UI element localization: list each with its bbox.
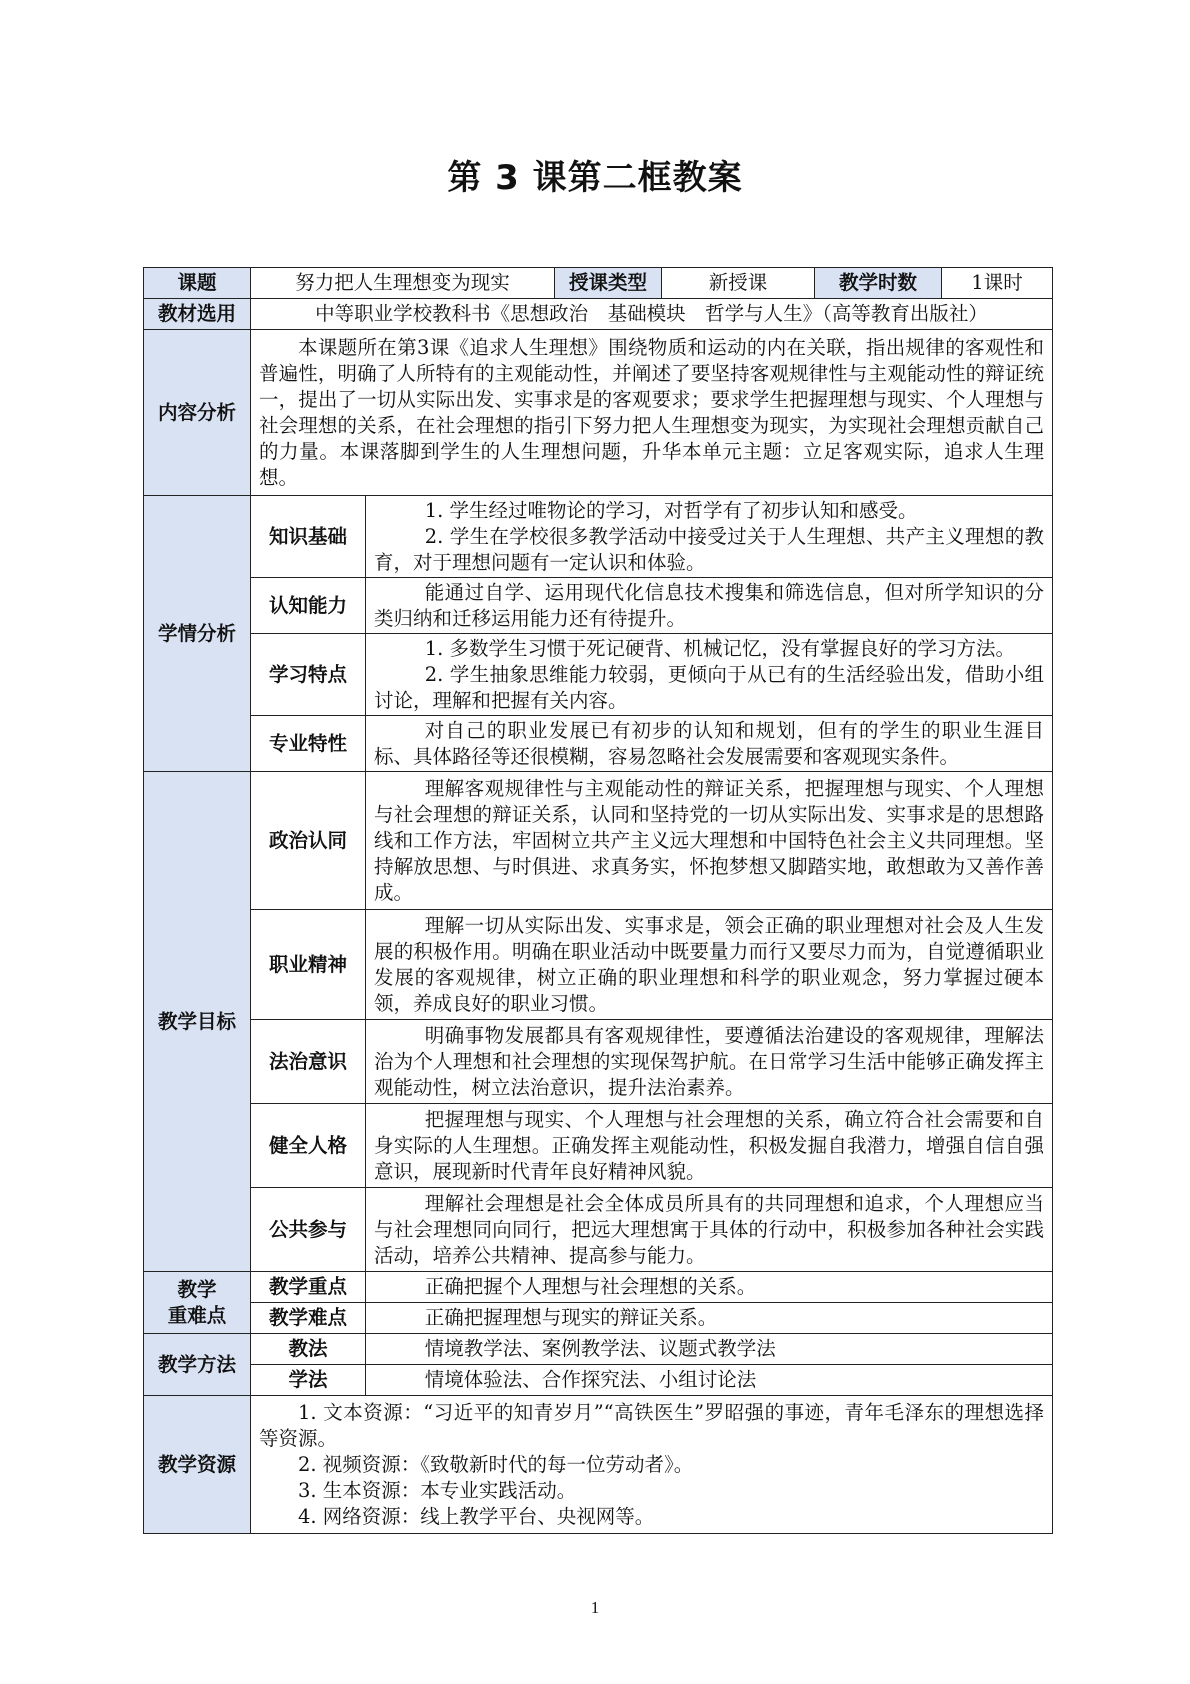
- objective-row: [144, 910, 1053, 1020]
- learning-traits-text: 1. 多数学生习惯于死记硬背、机械记忆，没有掌握良好的学习方法。 2. 学生抽象思维能力较弱，更倾向于从已有的生活经验出发，借助小组讨论，理解和把握有关内容。: [366, 634, 1053, 716]
- rule-of-law-text: 明确事物发展都具有客观规律性，要遵循法治建设的客观规律，理解法治为个人理想和社会理想的实现保驾护航。在日常学习生活中能够正确发挥主观能动性，树立法治意识，提升法治素养。: [366, 1020, 1053, 1104]
- content-analysis-label: 内容分析: [144, 330, 251, 496]
- public-participation-text: 理解社会理想是社会全体成员所具有的共同理想和追求，个人理想应当与社会理想同向同行，把远大理想寓于具体的行动中，积极参加各种社会实践活动，培养公共精神、提高参与能力。: [366, 1188, 1053, 1272]
- objective-row: [144, 1104, 1053, 1188]
- textbook-value: 中等职业学校教科书《思想政治 基础模块 哲学与人生》（高等教育出版社）: [251, 299, 1053, 330]
- lesson-plan-table: [143, 267, 1053, 1534]
- lesson-type-label: 授课类型: [555, 268, 662, 299]
- objective-row: [144, 772, 1053, 910]
- learning-method-text: 情境体验法、合作探究法、小组讨论法: [366, 1365, 1053, 1396]
- content-analysis-text: 本课题所在第3课《追求人生理想》围绕物质和运动的内在关联，指出规律的客观性和普遍性，明确了人所特有的主观能动性，并阐述了要坚持客观规律性与主观能动性的辩证统一，提出了一切从实际出发、实事求是的客观要求；要求学生把握理想与现实、个人理想与社会理想的关系，在社会理想的指引下努力把人生理想变为现实，为实现社会理想贡献自己的力量。本课落脚到学生的人生理想问题，升华本单元主题：立足客观实际，追求人生理想。: [251, 330, 1053, 496]
- sound-personality-text: 把握理想与现实、个人理想与社会理想的关系，确立符合社会需要和自身实际的人生理想。正确发挥主观能动性，积极发掘自我潜力，增强自信自强意识，展现新时代青年良好精神风貌。: [366, 1104, 1053, 1188]
- textbook-row: [144, 299, 1053, 330]
- teaching-method-text: 情境教学法、案例教学法、议题式教学法: [366, 1334, 1053, 1365]
- student-analysis-row: [144, 716, 1053, 772]
- methods-row: [144, 1334, 1053, 1365]
- student-analysis-row: [144, 578, 1053, 634]
- key-point-text: 正确把握个人理想与社会理想的关系。: [366, 1272, 1053, 1303]
- page-title: 第 3 课第二框教案: [447, 158, 743, 198]
- textbook-label: 教材选用: [144, 299, 251, 330]
- resources-text: 1. 文本资源：“习近平的知青岁月”“高铁医生”罗昭强的事迹，青年毛泽东的理想选择等资源。 2. 视频资源：《致敬新时代的每一位劳动者》。 3. 生本资源：本专业实践活动。 4. 网络资源：线上教学平台、央视网等。: [251, 1396, 1053, 1534]
- objectives-label: 教学目标: [144, 772, 251, 1272]
- methods-row: [144, 1365, 1053, 1396]
- teaching-hours-label: 教学时数: [815, 268, 942, 299]
- teaching-hours-value: 1课时: [942, 268, 1053, 299]
- teaching-method-label: 教法: [251, 1334, 366, 1365]
- objective-row: [144, 1020, 1053, 1104]
- student-analysis-label: 学情分析: [144, 496, 251, 772]
- resources-label: 教学资源: [144, 1396, 251, 1534]
- key-points-row: [144, 1303, 1053, 1334]
- learning-method-label: 学法: [251, 1365, 366, 1396]
- key-point-label: 教学重点: [251, 1272, 366, 1303]
- difficult-point-text: 正确把握理想与现实的辩证关系。: [366, 1303, 1053, 1334]
- knowledge-base-text: 1. 学生经过唯物论的学习，对哲学有了初步认知和感受。 2. 学生在学校很多教学活动中接受过关于人生理想、共产主义理想的教育，对于理想问题有一定认识和体验。: [366, 496, 1053, 578]
- student-analysis-row: [144, 496, 1053, 578]
- student-analysis-row: [144, 634, 1053, 716]
- cognitive-ability-text: 能通过自学、运用现代化信息技术搜集和筛选信息，但对所学知识的分类归纳和迁移运用能力还有待提升。: [366, 578, 1053, 634]
- public-participation-label: 公共参与: [251, 1188, 366, 1272]
- sound-personality-label: 健全人格: [251, 1104, 366, 1188]
- lesson-type-value: 新授课: [662, 268, 815, 299]
- political-identity-label: 政治认同: [251, 772, 366, 910]
- key-points-label: 教学 重难点: [144, 1272, 251, 1334]
- header-row: [144, 268, 1053, 299]
- major-traits-text: 对自己的职业发展已有初步的认知和规划，但有的学生的职业生涯目标、具体路径等还很模糊，容易忽略社会发展需要和客观现实条件。: [366, 716, 1053, 772]
- learning-traits-label: 学习特点: [251, 634, 366, 716]
- methods-label: 教学方法: [144, 1334, 251, 1396]
- topic-label: 课题: [144, 268, 251, 299]
- political-identity-text: 理解客观规律性与主观能动性的辩证关系，把握理想与现实、个人理想与社会理想的辩证关系，认同和坚持党的一切从实际出发、实事求是的思想路线和工作方法，牢固树立共产主义远大理想和中国特色社会主义共同理想。坚持解放思想、与时俱进、求真务实，怀抱梦想又脚踏实地，敢想敢为又善作善成。: [366, 772, 1053, 910]
- key-points-row: [144, 1272, 1053, 1303]
- page-number: 1: [590, 1598, 600, 1617]
- professional-spirit-text: 理解一切从实际出发、实事求是，领会正确的职业理想对社会及人生发展的积极作用。明确在职业活动中既要量力而行又要尽力而为，自觉遵循职业发展的客观规律，树立正确的职业理想和科学的职业观念，努力掌握过硬本领，养成良好的职业习惯。: [366, 910, 1053, 1020]
- knowledge-base-label: 知识基础: [251, 496, 366, 578]
- rule-of-law-label: 法治意识: [251, 1020, 366, 1104]
- objective-row: [144, 1188, 1053, 1272]
- topic-value: 努力把人生理想变为现实: [251, 268, 555, 299]
- resources-row: [144, 1396, 1053, 1534]
- cognitive-ability-label: 认知能力: [251, 578, 366, 634]
- professional-spirit-label: 职业精神: [251, 910, 366, 1020]
- major-traits-label: 专业特性: [251, 716, 366, 772]
- difficult-point-label: 教学难点: [251, 1303, 366, 1334]
- content-analysis-row: [144, 330, 1053, 496]
